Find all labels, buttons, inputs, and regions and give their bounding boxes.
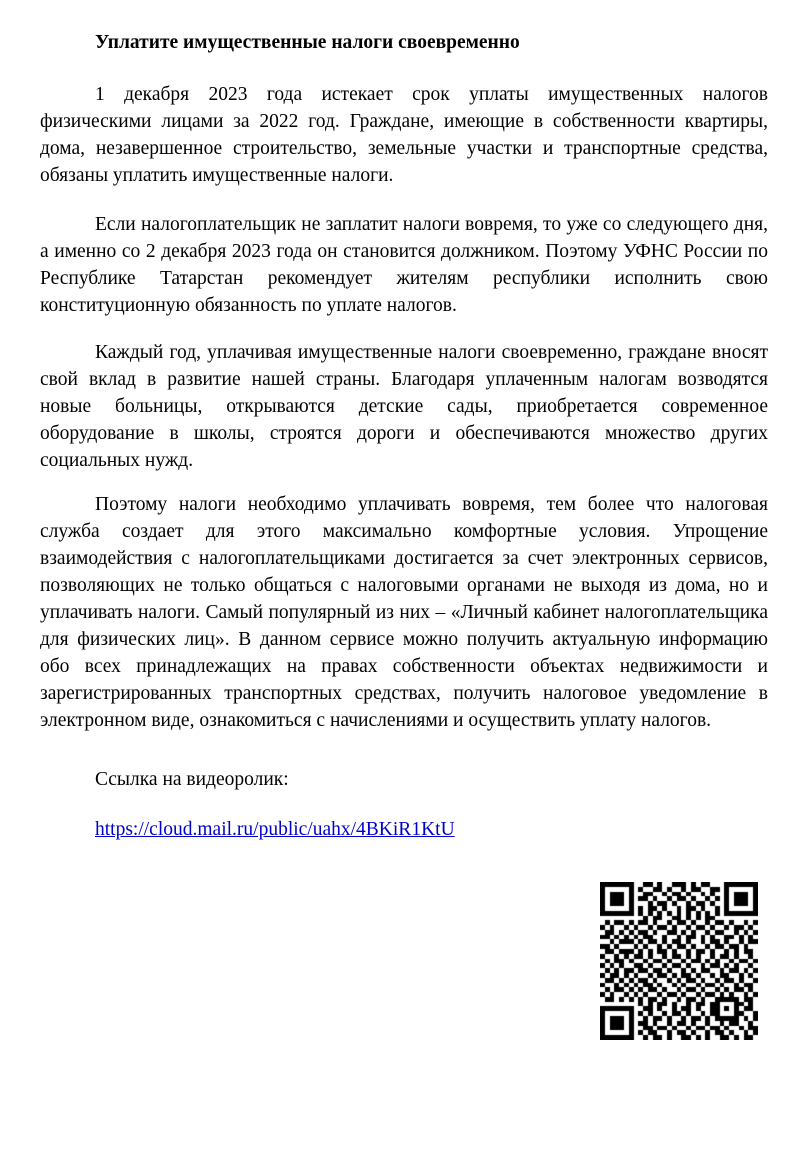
video-link-line <box>95 816 768 843</box>
paragraph: Поэтому налоги необходимо уплачивать вовремя, тем более что налоговая служба создает для этого максимально комфортные условия. Упрощение взаимодействия с налогоплательщиками достигается за счет электронных сервисов, позволяющих не только общаться с налоговыми органами не выходя из дома, но и уплачивать налоги. Самый популярный из них – «Личный кабинет налогоплательщика для физических лиц». В данном сервисе можно получить актуальную информацию обо всех принадлежащих на правах собственности объектах недвижимости и зарегистрированных транспортных средствах, получить налоговое уведомление в электронном виде, ознакомиться с начислениями и осуществить уплату налогов. <box>40 494 768 731</box>
paragraph: Каждый год, уплачивая имущественные налоги своевременно, граждане вносят свой вклад в развитие нашей страны. Благодаря уплаченным налогам возводятся новые больницы, открываются детские сады, приобретается современное оборудование в школы, строятся дороги и обеспечиваются множество других социальных нужд. <box>40 342 768 471</box>
video-link-label: Ссылка на видеоролик: <box>95 769 289 790</box>
document-title: Уплатите имущественные налоги своевременно <box>95 32 520 53</box>
paragraph: 1 декабря 2023 года истекает срок уплаты имущественных налогов физическими лицами за 2022 год. Граждане, имеющие в собственности квартиры, дома, незавершенное строительство, земельные участки и транспортные средства, обязаны уплатить имущественные налоги. <box>40 84 768 186</box>
paragraph: Если налогоплательщик не заплатит налоги вовремя, то уже со следующего дня, а именно со 2 декабря 2023 года он становится должником. Поэтому УФНС России по Республике Татарстан рекомендует жителям республики исполнить свою конституционную обязанность по уплате налогов. <box>40 214 768 316</box>
qr-code <box>600 882 758 1040</box>
video-link[interactable]: https://cloud.mail.ru/public/uahx/4BKiR1KtU <box>95 819 455 840</box>
qr-code-container <box>40 882 768 1048</box>
